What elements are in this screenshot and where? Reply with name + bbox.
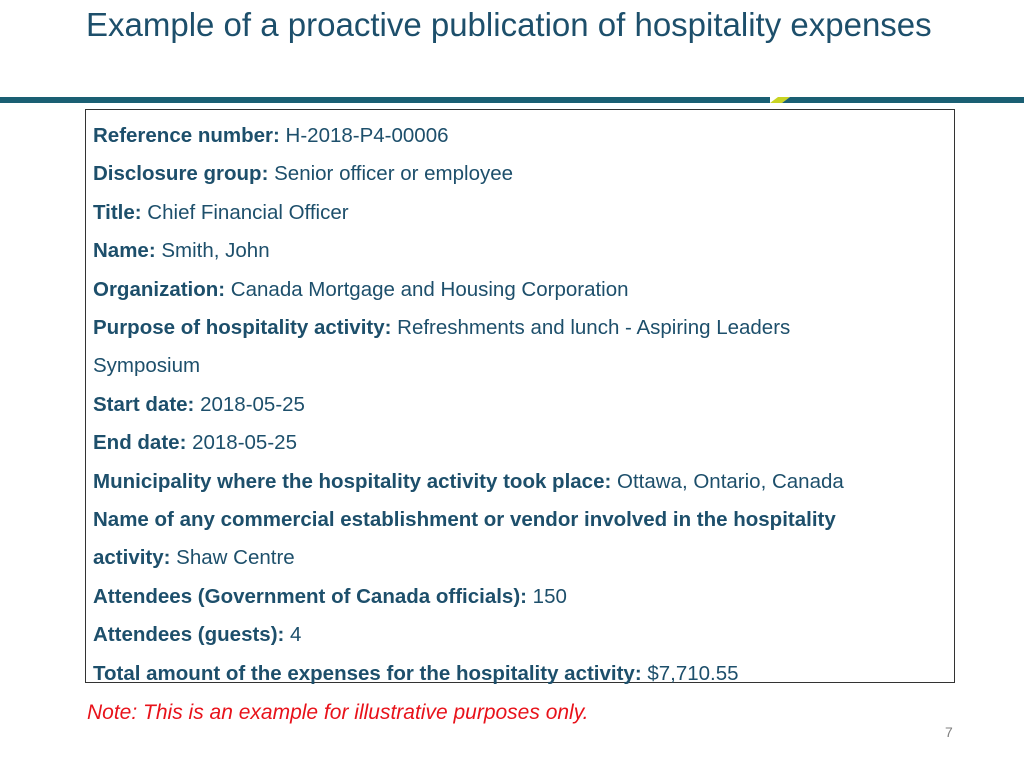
establishment-label-continued: activity: bbox=[93, 546, 171, 570]
title-label: Title: bbox=[93, 200, 142, 224]
name-value: Smith, John bbox=[155, 239, 270, 263]
purpose-value-continued: Symposium bbox=[93, 354, 201, 378]
end-date-value: 2018-05-25 bbox=[186, 431, 297, 455]
hospitality-record-box bbox=[85, 109, 955, 683]
title-value: Chief Financial Officer bbox=[141, 200, 349, 224]
municipality-line bbox=[93, 463, 947, 501]
organization-label: Organization: bbox=[93, 277, 226, 301]
end-date-label: End date: bbox=[93, 431, 187, 455]
establishment-label: Name of any commercial establishment or vendor involved in the hospitality bbox=[93, 508, 836, 532]
divider-teal-left bbox=[0, 97, 770, 103]
reference-number-value: H-2018-P4-00006 bbox=[279, 124, 449, 147]
title-divider bbox=[0, 97, 1024, 103]
slide-title: Example of a proactive publication of hospitality expenses bbox=[86, 6, 932, 43]
attendees-guests-line bbox=[93, 616, 947, 654]
name-line bbox=[93, 232, 947, 270]
organization-value: Canada Mortgage and Housing Corporation bbox=[225, 277, 629, 301]
establishment-line-continued bbox=[93, 539, 947, 577]
municipality-value: Ottawa, Ontario, Canada bbox=[611, 469, 844, 493]
attendees-guests-label: Attendees (guests): bbox=[93, 623, 285, 647]
start-date-line bbox=[93, 386, 947, 424]
name-label: Name: bbox=[93, 239, 156, 263]
organization-line bbox=[93, 271, 947, 309]
start-date-label: Start date: bbox=[93, 392, 195, 416]
reference-number-label: Reference number: bbox=[93, 124, 280, 147]
establishment-value: Shaw Centre bbox=[170, 546, 295, 570]
divider-teal-right bbox=[782, 97, 1024, 103]
attendees-officials-value: 150 bbox=[526, 584, 567, 608]
municipality-label: Municipality where the hospitality activity took place: bbox=[93, 469, 612, 493]
purpose-line-continued bbox=[93, 347, 947, 385]
purpose-label: Purpose of hospitality activity: bbox=[93, 316, 392, 340]
total-amount-line bbox=[93, 655, 947, 693]
attendees-officials-line bbox=[93, 578, 947, 616]
disclosure-group-line bbox=[93, 155, 947, 193]
attendees-officials-label: Attendees (Government of Canada officials): bbox=[93, 584, 527, 608]
page-number: 7 bbox=[945, 724, 953, 740]
disclosure-group-label: Disclosure group: bbox=[93, 162, 269, 186]
total-amount-value: $7,710.55 bbox=[641, 661, 739, 685]
end-date-line bbox=[93, 424, 947, 462]
attendees-guests-value: 4 bbox=[284, 623, 302, 647]
total-amount-label: Total amount of the expenses for the hospitality activity: bbox=[93, 661, 642, 685]
title-line bbox=[93, 194, 947, 232]
start-date-value: 2018-05-25 bbox=[194, 392, 305, 416]
purpose-line bbox=[93, 309, 947, 347]
purpose-value: Refreshments and lunch - Aspiring Leaders bbox=[391, 316, 791, 340]
illustrative-note: Note: This is an example for illustrative purposes only. bbox=[87, 701, 589, 724]
reference-number-line bbox=[93, 117, 947, 155]
establishment-line bbox=[93, 501, 947, 539]
disclosure-group-value: Senior officer or employee bbox=[268, 162, 514, 186]
